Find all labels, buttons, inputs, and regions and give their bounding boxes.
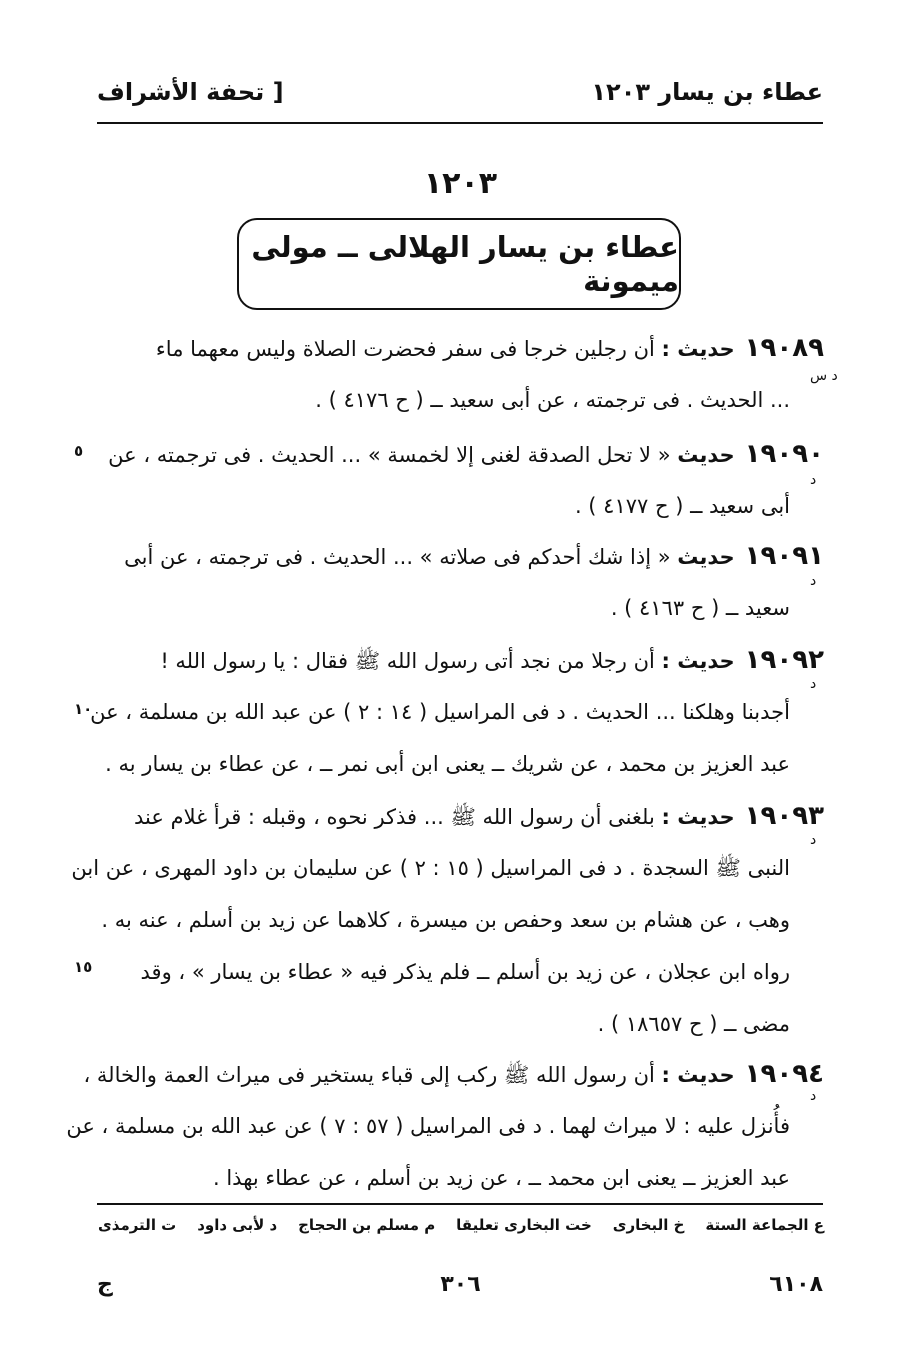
entry-line bbox=[98, 374, 824, 426]
entry-label: حديث : bbox=[661, 1063, 735, 1087]
legend-item: د لأبى داود bbox=[197, 1216, 278, 1234]
siglum: د س bbox=[810, 368, 838, 384]
entry-line bbox=[98, 998, 824, 1050]
entry-text: أن رجلين خرجا فى سفر فحضرت الصلاة وليس معهما ماء bbox=[155, 337, 655, 361]
entry-line bbox=[98, 530, 824, 582]
entry-line bbox=[83, 1048, 824, 1100]
hadith-entry bbox=[71, 790, 824, 1050]
entry-line bbox=[98, 480, 824, 532]
entry-number: ١٩٠٩٤ bbox=[744, 1059, 824, 1089]
chapter-title: عطاء بن يسار الهلالى ــ مولى ميمونة bbox=[251, 230, 679, 298]
legend-item: ع الجماعة الستة bbox=[705, 1216, 824, 1234]
entry-number: ١٩٠٩١ bbox=[744, 541, 824, 571]
entry-label: حديث : bbox=[661, 337, 735, 361]
header-rule bbox=[97, 122, 823, 124]
hadith-entry bbox=[98, 428, 824, 532]
entry-text: النبى ﷺ السجدة . د فى المراسيل ( ١٥ : ٢ ) عن سليمان بن داود المهرى ، عن ابن bbox=[71, 856, 790, 880]
entry-label: حديث : bbox=[661, 649, 735, 673]
siglum: د bbox=[810, 832, 817, 848]
entry-text: سعيد ــ ( ح ٤١٦٣ ) . bbox=[610, 596, 790, 620]
entry-text: أن رسول الله ﷺ ركب إلى قباء يستخير فى ميراث العمة والخالة ، bbox=[83, 1063, 655, 1087]
entry-text: مضى ــ ( ح ١٨٦٥٧ ) . bbox=[597, 1012, 790, 1036]
entry-text: وهب ، عن هشام بن سعد وحفص بن ميسرة ، كلاهما عن زيد بن أسلم ، عنه به . bbox=[101, 908, 790, 932]
entry-line bbox=[98, 582, 824, 634]
entry-text: فأُنزل عليه : لا ميراث لهما . د فى المراسيل ( ٥٧ : ٧ ) عن عبد الله بن مسلمة ، عن bbox=[66, 1114, 790, 1138]
entry-number: ١٩٠٩٣ bbox=[744, 801, 824, 831]
hadith-entry bbox=[98, 322, 824, 426]
siglum: د bbox=[810, 1088, 817, 1104]
entry-line bbox=[98, 634, 824, 686]
running-head-book: [ تحفة الأشراف bbox=[97, 78, 284, 106]
entry-text: أجدبنا وهلكنا ... الحديث . د فى المراسيل ( ١٤ : ٢ ) عن عبد الله بن مسلمة ، عن bbox=[90, 700, 790, 724]
hadith-entry bbox=[90, 634, 824, 790]
entry-text: رواه ابن عجلان ، عن زيد بن أسلم ــ فلم يذكر فيه « عطاء بن يسار » ، وقد bbox=[140, 960, 790, 984]
entry-number: ١٩٠٩٢ bbox=[744, 645, 824, 675]
hadith-entry bbox=[66, 1048, 824, 1204]
line-number: ١٠ bbox=[74, 700, 93, 718]
siglum: د bbox=[810, 676, 817, 692]
legend-item: م مسلم بن الحجاج bbox=[298, 1216, 436, 1234]
legend-item: ت الترمذى bbox=[98, 1216, 177, 1234]
entry-line bbox=[98, 946, 824, 998]
entry-line bbox=[71, 842, 824, 894]
entry-line bbox=[90, 686, 824, 738]
entry-line bbox=[98, 894, 824, 946]
page-number: ٣٠٦ bbox=[440, 1272, 481, 1297]
footnote-rule bbox=[97, 1203, 823, 1205]
running-head bbox=[97, 78, 823, 118]
line-number: ١٥ bbox=[74, 958, 93, 976]
footer-serial: ٦١٠٨ bbox=[769, 1272, 823, 1297]
entry-text: ... الحديث . فى ترجمته ، عن أبى سعيد ــ ( ح ٤١٧٦ ) . bbox=[315, 388, 790, 412]
entry-text: عبد العزيز ــ يعنى ابن محمد ــ ، عن زيد بن أسلم ، عن عطاء بهذا . bbox=[212, 1166, 790, 1190]
entry-line bbox=[98, 790, 824, 842]
chapter-title-box bbox=[237, 218, 681, 310]
entry-text: أن رجلا من نجد أتى رسول الله ﷺ فقال : يا رسول الله ! bbox=[160, 649, 655, 673]
section-number: ١٢٠٣ bbox=[423, 166, 498, 201]
entry-line bbox=[98, 1152, 824, 1204]
entry-line bbox=[98, 322, 824, 374]
legend-item: خ البخارى bbox=[612, 1216, 685, 1234]
siglum: د bbox=[810, 573, 817, 589]
legend-item: خت البخارى تعليقا bbox=[456, 1216, 592, 1234]
entry-label: حديث bbox=[677, 545, 735, 569]
entry-number: ١٩٠٩٠ bbox=[744, 439, 824, 469]
siglum: د bbox=[810, 472, 817, 488]
entry-label: حديث : bbox=[661, 805, 735, 829]
entry-label: حديث bbox=[677, 443, 735, 467]
entry-text: أبى سعيد ــ ( ح ٤١٧٧ ) . bbox=[574, 494, 790, 518]
volume-mark: ج bbox=[97, 1272, 113, 1297]
line-number: ٥ bbox=[74, 442, 84, 460]
entry-text: عبد العزيز بن محمد ، عن شريك ــ يعنى ابن أبى نمر ــ ، عن عطاء بن يسار به . bbox=[105, 752, 790, 776]
entry-text: « لا تحل الصدقة لغنى إلا لخمسة » ... الحديث . فى ترجمته ، عن bbox=[108, 443, 671, 467]
entry-line bbox=[66, 1100, 824, 1152]
running-head-title: عطاء بن يسار ١٢٠٣ bbox=[591, 78, 823, 106]
entry-line bbox=[98, 428, 824, 480]
hadith-entry bbox=[98, 530, 824, 634]
entry-line bbox=[98, 738, 824, 790]
entry-text: بلغنى أن رسول الله ﷺ ... فذكر نحوه ، وقبله : قرأ غلام عند bbox=[134, 805, 655, 829]
sigla-legend bbox=[98, 1216, 824, 1234]
entry-number: ١٩٠٨٩ bbox=[744, 333, 824, 363]
entry-text: « إذا شك أحدكم فى صلاته » ... الحديث . فى ترجمته ، عن أبى bbox=[124, 545, 671, 569]
